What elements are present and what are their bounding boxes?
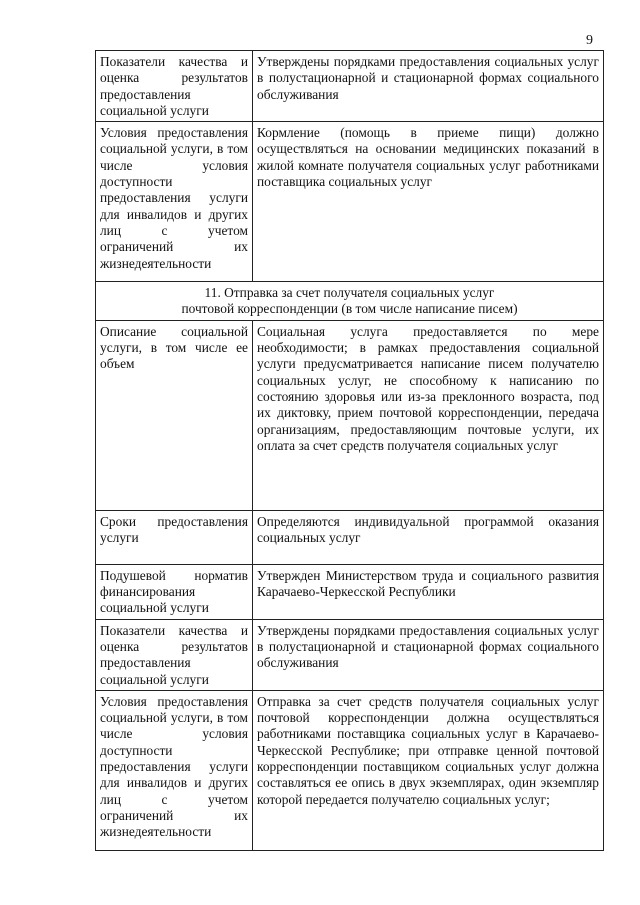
table-row bbox=[96, 320, 604, 510]
section-title-line-1: 11. Отправка за счет получателя социальных услуг bbox=[204, 285, 495, 301]
row-value-conditions: Кормление (помощь в приеме пищи) должно осуществляться на основании медицинских показаний в жилой комнате получателя социальных услуг работниками поставщика социальных услуг bbox=[253, 122, 604, 282]
section-title-line-2: почтовой корреспонденции (в том числе написание писем) bbox=[181, 301, 518, 317]
row-label-financing: Подушевой норматив финансирования социальной услуги bbox=[96, 564, 253, 619]
row-label-quality: Показатели качества и оценка результатов предоставления социальной услуги bbox=[96, 51, 253, 122]
table-row bbox=[96, 690, 604, 850]
row-value-financing: Утвержден Министерством труда и социального развития Карачаево-Черкесской Республики bbox=[253, 564, 604, 619]
page-number: 9 bbox=[586, 33, 593, 48]
row-label-conditions-2: Условия предоставления социальной услуги, в том числе условия доступности предоставления услуги для инвалидов и других лиц с учетом ограничений их жизнедеятельности bbox=[96, 690, 253, 850]
section-header-row bbox=[96, 282, 604, 321]
row-value-terms: Определяются индивидуальной программой оказания социальных услуг bbox=[253, 510, 604, 564]
row-value-quality-2: Утверждены порядками предоставления социальных услуг в полустационарной и стационарной формах социального обслуживания bbox=[253, 619, 604, 690]
services-table bbox=[95, 50, 604, 851]
table-row bbox=[96, 619, 604, 690]
row-label-conditions: Условия предоставления социальной услуги, в том числе условия доступности предоставления услуги для инвалидов и других лиц с учетом ограничений их жизнедеятельности bbox=[96, 122, 253, 282]
section-11-title bbox=[96, 282, 604, 321]
row-value-description: Социальная услуга предоставляется по мере необходимости; в рамках предоставления социальной услуги предусматривается написание писем получателю социальных услуг, не способному к написанию по состоянию здоровья или из-за преклонного возраста, под их диктовку, прием почтовой корреспонденции, передача организациям, предоставляющим почтовые услуги, их оплата за счет средств получателя социальных услуг bbox=[253, 320, 604, 510]
table-row bbox=[96, 510, 604, 564]
row-label-description: Описание социальной услуги, в том числе ее объем bbox=[96, 320, 253, 510]
row-value-conditions-2: Отправка за счет средств получателя социальных услуг почтовой корреспонденции должна осуществляться работниками поставщика социальных услуг в Карачаево-Черкесской Республике; при отправке ценной почтовой корреспонденции поставщиком социальных услуг должна составляться ее опись в двух экземплярах, один экземпляр которой передается получателю социальных услуг; bbox=[253, 690, 604, 850]
table-row bbox=[96, 564, 604, 619]
row-label-quality-2: Показатели качества и оценка результатов предоставления социальной услуги bbox=[96, 619, 253, 690]
row-label-terms: Сроки предоставления услуги bbox=[96, 510, 253, 564]
table-row bbox=[96, 122, 604, 282]
row-value-quality: Утверждены порядками предоставления социальных услуг в полустационарной и стационарной формах социального обслуживания bbox=[253, 51, 604, 122]
table-row bbox=[96, 51, 604, 122]
